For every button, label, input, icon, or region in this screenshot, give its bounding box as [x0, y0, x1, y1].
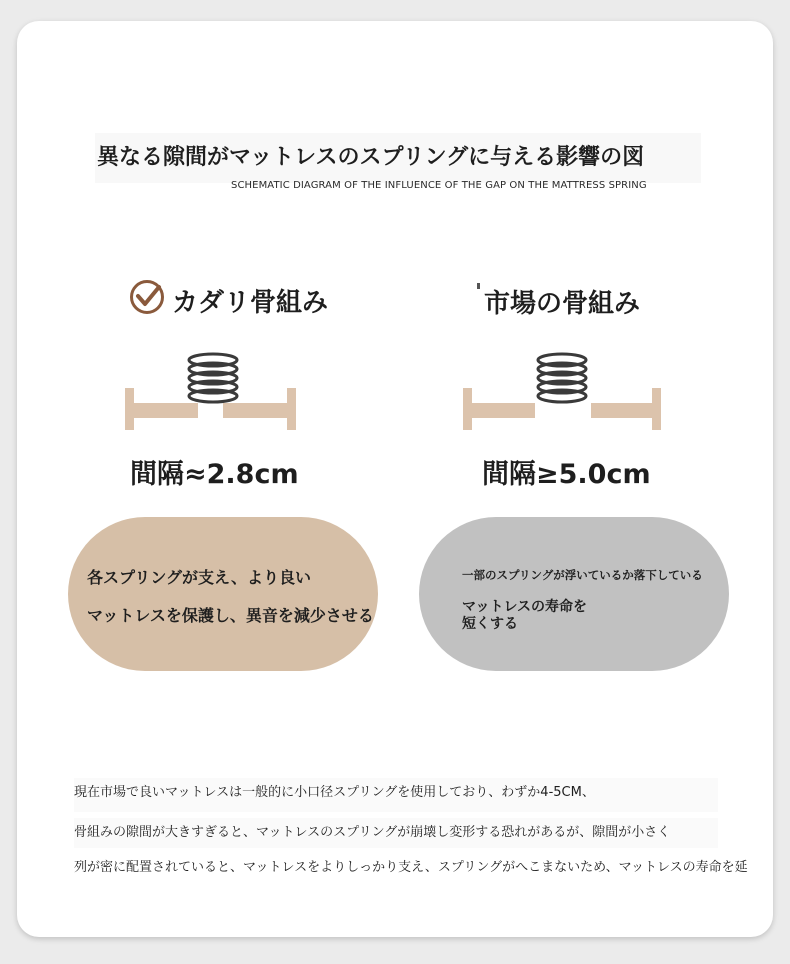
check-circle-icon [129, 279, 165, 315]
infographic-card [17, 21, 773, 937]
spring-icon [538, 354, 586, 402]
frame-plank-left [463, 388, 535, 430]
left-column-heading: カダリ骨組み [172, 288, 329, 318]
small-gap-diagram [122, 346, 322, 456]
frame-plank-left [125, 388, 198, 430]
right-column-heading: 市場の骨組み [484, 289, 641, 319]
description-line1: 現在市場で良いマットレスは一般的に小口径スプリングを使用しており、わずか4-5CM、 [74, 778, 718, 812]
right-pill-text-line1: 一部のスプリングが浮いているか落下している [462, 568, 703, 582]
large-gap-diagram [461, 346, 661, 456]
left-pill-text-line2: マットレスを保護し、異音を減少させる [87, 606, 374, 625]
spring-icon [189, 354, 237, 402]
description-line2: 骨組みの隙間が大きすぎると、マットレスのスプリングが崩壊し変形する恐れがあるが、隙間が小さく [74, 818, 718, 848]
page-title: 異なる隙間がマットレスのスプリングに与える影響の図 [95, 133, 701, 183]
right-drawback-pill [419, 517, 729, 671]
left-pill-text-line1: 各スプリングが支え、より良い [87, 568, 312, 587]
right-pill-text-line3: 短くする [462, 616, 518, 632]
description-line3: 列が密に配置されていると、マットレスをよりしっかり支え、スプリングがへこまないため、マットレスの寿命を延 [74, 860, 748, 875]
decorative-tick [477, 283, 480, 289]
left-benefit-pill [68, 517, 378, 671]
right-gap-label: 間隔≥5.0cm [482, 459, 651, 490]
frame-plank-right [591, 388, 661, 430]
left-gap-label: 間隔≈2.8cm [130, 459, 299, 490]
page-subtitle: SCHEMATIC DIAGRAM OF THE INFLUENCE OF THE GAP ON THE MATTRESS SPRING [231, 180, 647, 191]
right-pill-text-line2: マットレスの寿命を [462, 599, 588, 615]
